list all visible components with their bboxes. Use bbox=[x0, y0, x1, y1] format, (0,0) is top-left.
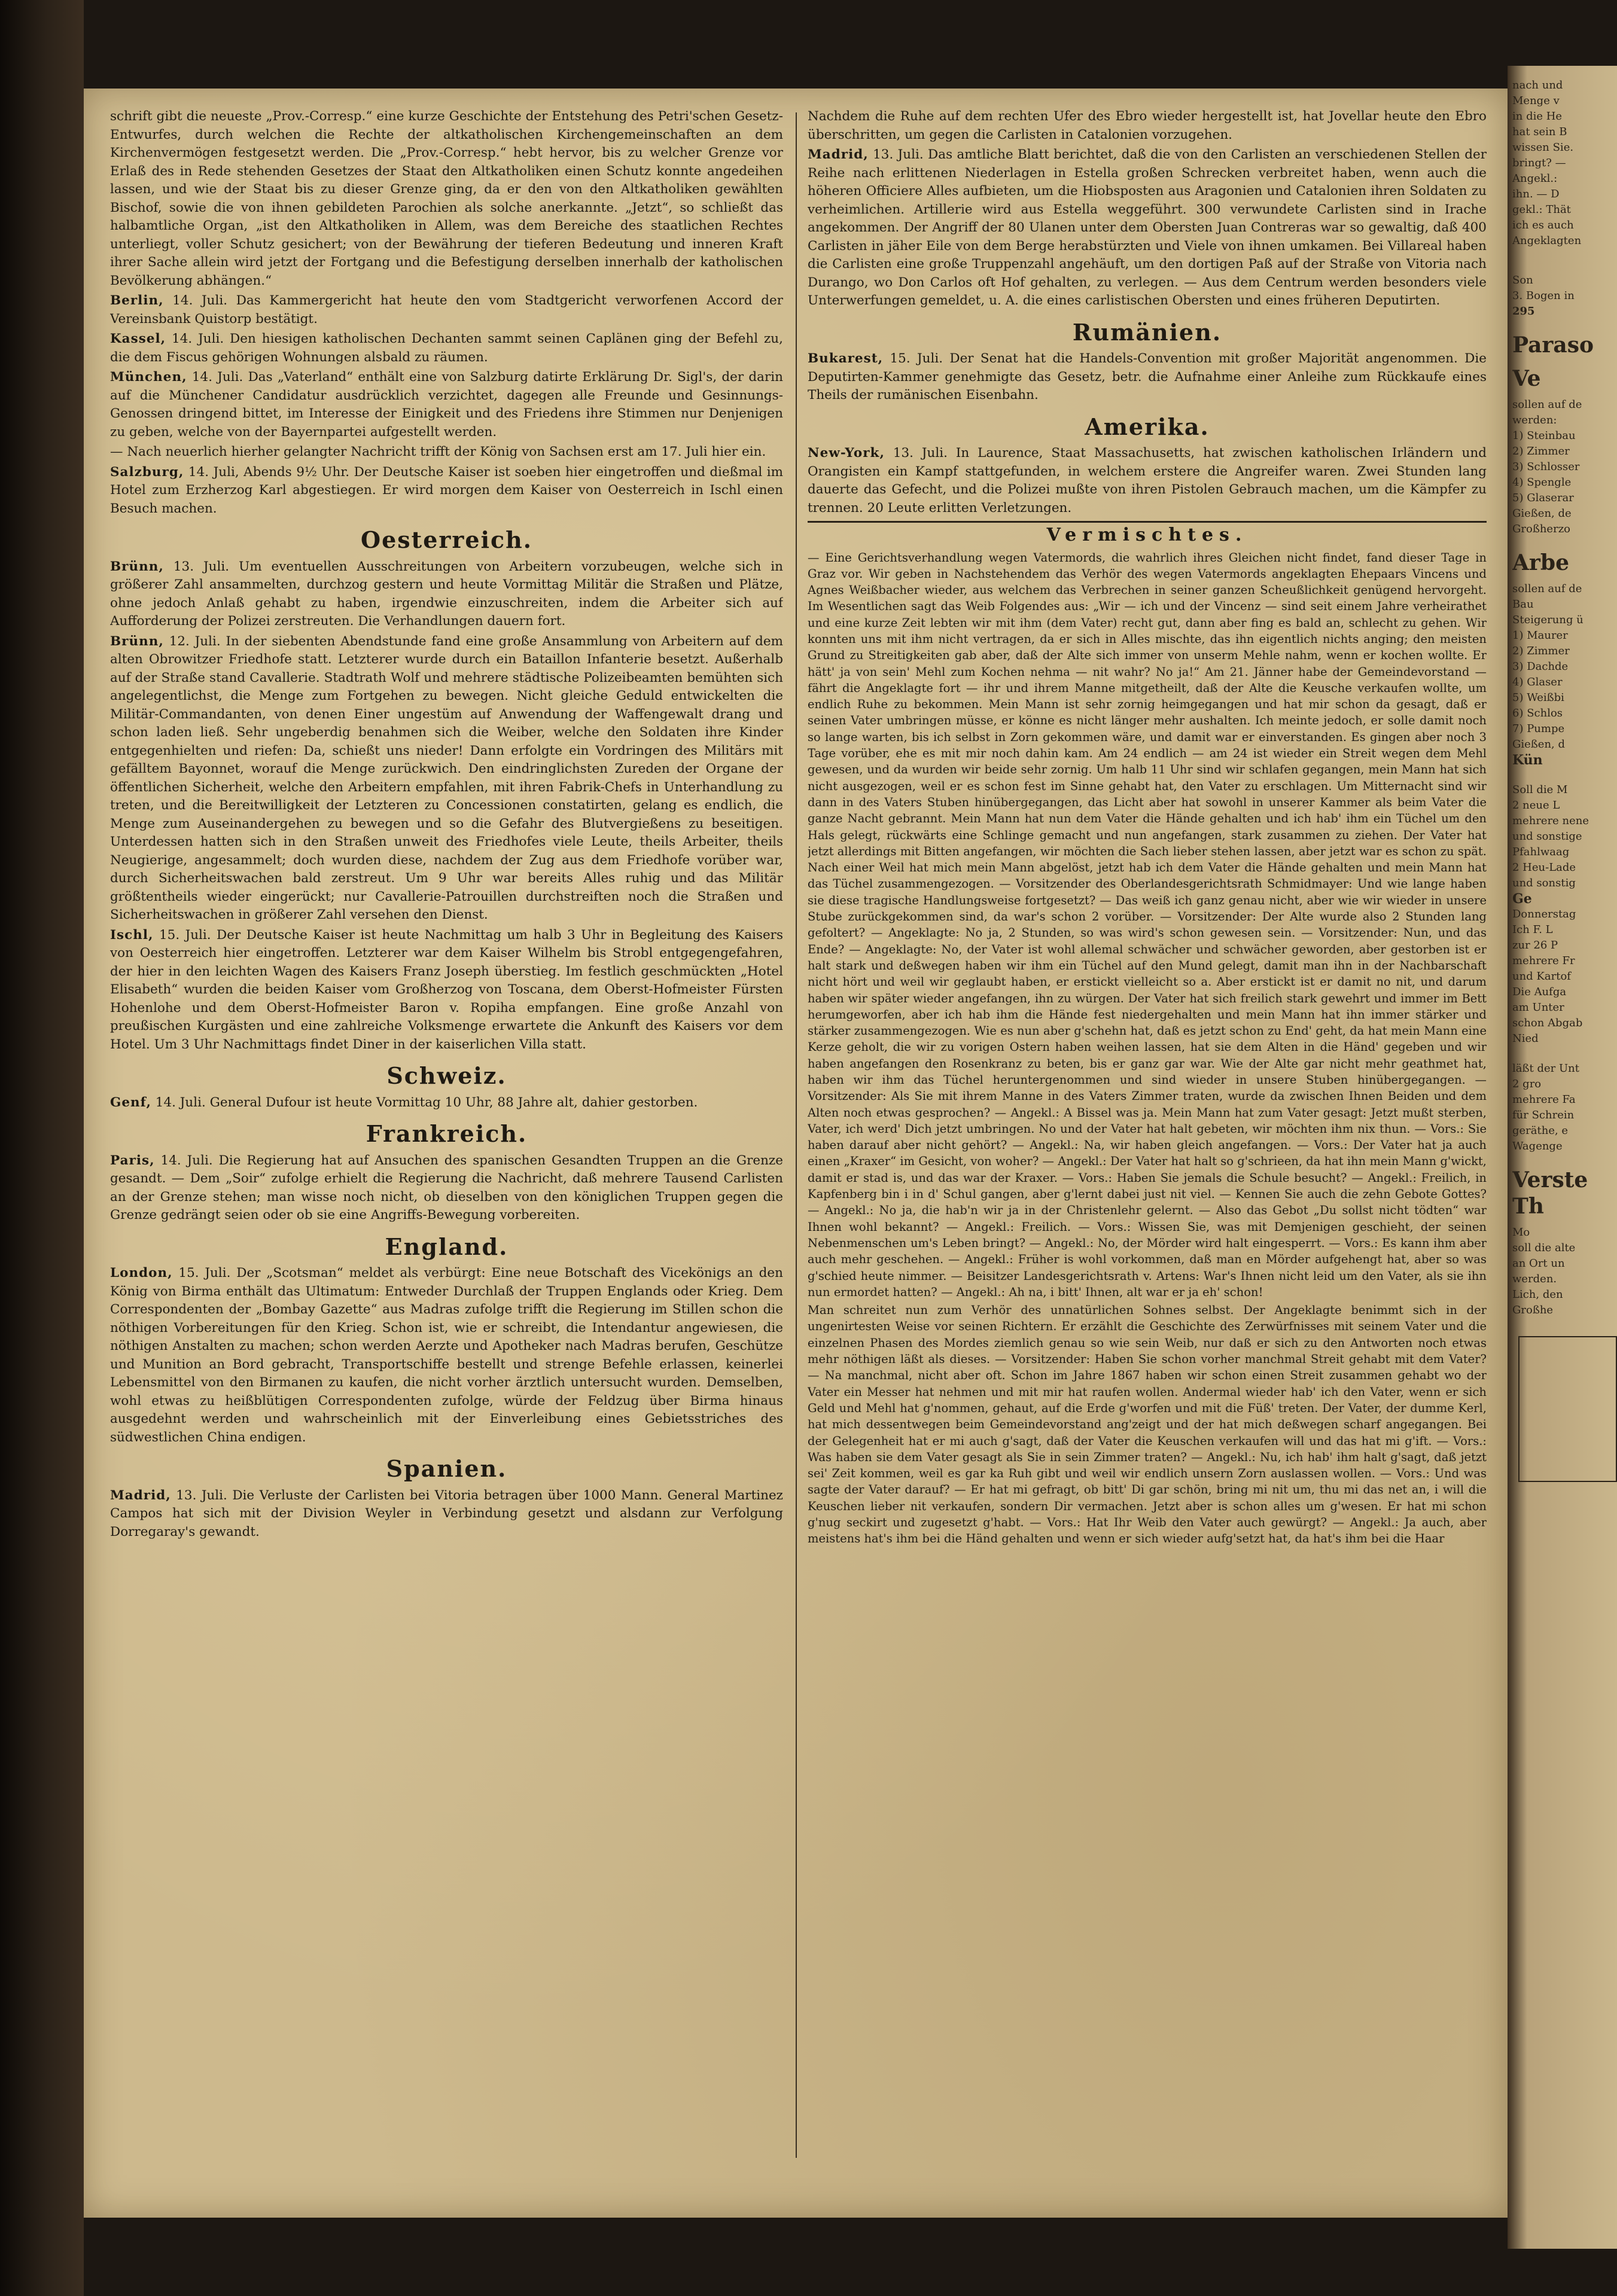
fragment-line: für Schrein bbox=[1512, 1109, 1575, 1121]
fragment-line: 1) Steinbau bbox=[1512, 429, 1576, 442]
fragment-line: und sonstig bbox=[1512, 877, 1576, 889]
fragment-line: 6) Schlos bbox=[1512, 707, 1563, 719]
report-text: 15. Juli. Der Senat hat die Handels-Convention mit großer Majorität angenommen. Die Deputirten-Kammer genehmigte das Gesetz, betr. die Aufnahme einer Anleihe zum Rückkaufe eines Theils der rumänischen Eisenbahn. bbox=[808, 351, 1487, 403]
fragment-line: soll die alte bbox=[1512, 1242, 1576, 1254]
fragment-line: an Ort un bbox=[1512, 1257, 1565, 1270]
fragment-line: Ge bbox=[1512, 891, 1532, 907]
fragment-line: am Unter bbox=[1512, 1001, 1564, 1014]
report-text: 14. Juli, Abends 9½ Uhr. Der Deutsche Kaiser ist soeben hier eingetroffen und dießmal im Hotel zum Erzherzog Karl abgestiegen. Er wird morgen dem Kaiser von Oesterreich in Ischl einen Besuch machen. bbox=[110, 464, 783, 516]
dateline: London, bbox=[110, 1266, 173, 1280]
fragment-line: 295 bbox=[1512, 305, 1535, 318]
fragment-line: mehrere nene bbox=[1512, 815, 1589, 827]
fragment-line: 1) Maurer bbox=[1512, 629, 1568, 642]
dateline: Madrid, bbox=[110, 1487, 171, 1503]
dateline: Madrid, bbox=[808, 147, 869, 162]
column-divider bbox=[796, 112, 797, 2158]
report-text: 13. Juli. In Laurence, Staat Massachusetts, hat zwischen katholischen Irländern und Orangisten ein Kampf stattgefunden, in welchem erstere die Angreifer waren. Zwei Stunden lang dauerte das Gefecht, und die Polizei mußte von ihren Pistolen Gebrauch machen, um die Kämpfer zu trennen. 20 Leute erlitten Verletzungen. bbox=[808, 446, 1487, 516]
dateline: Brünn, bbox=[110, 633, 164, 649]
madrid-report-2 bbox=[808, 146, 1487, 310]
fragment-line: Gießen, de bbox=[1512, 507, 1572, 520]
report-text: 12. Juli. In der siebenten Abendstunde fand eine große Ansammlung von Arbeitern auf dem alten Obrowitzer Friedhofe statt. Letzterer wurde durch ein Bataillon Infanterie besetzt. Außerhalb auf der Straße stand Cavallerie. Stadtrath Wolf und mehrere städtische Polizeibeamten bemühten sich angelegentlichst, die Menge zum Fortgehen zu bewegen. Nicht gleiche Geduld entwickelten die Militär-Commandanten, von denen Einer ungestüm auf Anwendung der Waffengewalt drang und schon laden ließ. Sehr ungeberdig benahmen sich die Weiber, welche den Soldaten ihre Kinder entgegenhielten und riefen: Da, schießt uns nieder! Dann erfolgte ein Vordringen des Militärs mit gefälltem Bayonnet, worauf die Menge zurückwich. Den eindringlichsten Zureden der Organe der öffentlichen Sicherheit, welche den Arbeitern empfahlen, mit ihren Fabrik-Chefs in Unterhandlung zu treten, und die Bereitwilligkeit der Letzteren zu Concessionen constatirten, gelang es endlich, die Menge zum Auseinandergehen zu bewegen und so die Gefahr des Blutvergießens zu beseitigen. Unterdessen hatten sich in den Straßen unweit des Friedhofes viele Leute, theils Arbeiter, theils Neugierige, angesammelt; doch wurden diese, nachdem der Zug aus dem Friedhofe vorüber war, durch Sicherheitswachen bald zerstreut. Um 9 Uhr war bereits Alles ruhig und das Militär größtentheils wieder eingerückt; nur Cavallerie-Patrouillen durchstreiften noch die Straßen und Sicherheitswachen in größerer Zahl versehen den Dienst. bbox=[110, 633, 783, 922]
fragment-line: und sonstige bbox=[1512, 830, 1582, 843]
report-text: 14. Juli. Das „Vaterland“ enthält eine von Salzburg datirte Erklärung Dr. Sigl's, der darin auf die Münchener Candidatur ausdrücklich verzichtet, dagegen alle Freunde und Gesinnungs-Genossen dringend bittet, im Interesse der Einigkeit und des Friedens ihre Stimmen nur Denjenigen zu geben, welche von der Bayernpartei aufgestellt werden. bbox=[110, 370, 783, 440]
fragment-line: Angekl.: bbox=[1512, 172, 1558, 185]
fragment-block-4 bbox=[1512, 550, 1617, 768]
section-heading-spanien: Spanien. bbox=[386, 1455, 507, 1482]
advertisement-box bbox=[1518, 1336, 1617, 1482]
fragment-line: läßt der Unt bbox=[1512, 1062, 1579, 1075]
madrid-continuation: Nachdem die Ruhe auf dem rechten Ufer des Ebro wieder hergestellt ist, hat Jovellar heute den Ebro überschritten, um gegen die Carlisten in Catalonien vorzugehen. bbox=[808, 109, 1487, 142]
section-heading-vermischtes: Vermischtes. bbox=[1046, 525, 1248, 545]
bruenn-report-2 bbox=[110, 633, 783, 925]
fragment-line: gekl.: Thät bbox=[1512, 203, 1571, 216]
fragment-line: Großhe bbox=[1512, 1304, 1554, 1316]
fragment-line: Wagenge bbox=[1512, 1140, 1563, 1152]
fragment-line: Die Aufga bbox=[1512, 986, 1567, 998]
dateline: Paris, bbox=[110, 1152, 155, 1168]
fragment-line: ihn. — D bbox=[1512, 188, 1560, 200]
fragment-line: Nied bbox=[1512, 1032, 1539, 1045]
dateline: Kassel, bbox=[110, 331, 166, 346]
fragment-line: werden. bbox=[1512, 1273, 1557, 1285]
fragment-line: Steigerung ü bbox=[1512, 614, 1583, 626]
dateline: Brünn, bbox=[110, 559, 164, 574]
fragment-line: 2 Heu-Lade bbox=[1512, 861, 1576, 874]
prov-corresp-article: schrift gibt die neueste „Prov.-Corresp.“ eine kurze Geschichte der Entstehung des Petri'schen Gesetz-Entwurfes, durch welchen die Rechte der altkatholischen Kirchengemeinschaften an dem Kirchenvermögen festgesetzt werden. Die „Prov.-Corresp.“ hebt hervor, bis zu welcher Grenze vor Erlaß des in Rede stehenden Gesetzes der Staat den Altkatholiken einen Schutz konnte angedeihen lassen, und wie der Staat bis zu dieser Grenze ging, da er den von den Altkatholiken gewählten Bischof, sowie die von ihnen gebildeten Parochien als solche anerkannte. „Jetzt“, so schließt das halbamtliche Organ, „ist den Altkatholiken in Allem, was dem Bereiche des staatlichen Rechtes unterliegt, voller Schutz gesichert; von der Bewährung der tieferen Bedeutung und inneren Kraft ihrer Sache allein wird jetzt der Fortgang und die Befestigung derselben innerhalb der katholischen Bevölkerung abhängen.“ bbox=[110, 109, 783, 288]
fragment-line: Kün bbox=[1512, 752, 1543, 768]
fragment-line: geräthe, e bbox=[1512, 1124, 1569, 1137]
report-text: 15. Juli. Der „Scotsman“ meldet als verbürgt: Eine neue Botschaft des Vicekönigs an den König von Birma enthält das Ultimatum: Entweder Durchlaß der Truppen Englands oder Krieg. Dem Correspondenten der „Bombay Gazette“ aus Madras zufolge trifft die Regierung im Stillen schon die nöthigen Vorbereitungen für den Krieg. Schon ist, wie er schreibt, die Intendantur angewiesen, die nöthigen Anstalten zu machen; schon werden Aerzte und Apotheker nach Madras berufen, Geschütze und Munition an Bord gebracht, Transportschiffe bestellt und strenge Befehle erlassen, keinerlei Lebensmittel von den Birmanen zu kaufen, die nicht vorher ärztlich untersucht wurden. Demselben, wohl etwas zu heißblütigen Correspondenten zufolge, würde der Feldzug über Birma hinaus ausgedehnt werden und wahrscheinlich mit der Einverleibung eines Gebietsstriches des südwestlichen China endigen. bbox=[110, 1266, 783, 1445]
right-column bbox=[808, 108, 1487, 2189]
fragment-line: Son bbox=[1512, 274, 1533, 286]
report-text: 13. Juli. Um eventuellen Ausschreitungen von Arbeitern vorzubeugen, welche sich in größerer Zahl ansammelten, durchzog gestern und heute Vormittag Militär die Straßen und Plätze, ohne jedoch Anlaß gehabt zu haben, irgendwie einzuschreiten, indem die Arbeiter sich auf Aufforderung der Polizei zerstreuten. Die Verhandlungen dauern fort. bbox=[110, 559, 783, 629]
fragment-line: werden: bbox=[1512, 414, 1557, 426]
fragment-line: zur 26 P bbox=[1512, 939, 1558, 952]
section-heading-england: England. bbox=[385, 1233, 508, 1260]
fragment-line: sollen auf de bbox=[1512, 583, 1582, 595]
fragment-line: Angeklagten bbox=[1512, 234, 1582, 247]
section-rule bbox=[808, 521, 1487, 523]
fragment-heading: Verste bbox=[1512, 1167, 1588, 1193]
dateline: Bukarest, bbox=[808, 351, 884, 366]
section-heading-amerika: Amerika. bbox=[1085, 413, 1210, 440]
fragment-heading: Paraso bbox=[1512, 333, 1594, 358]
report-text: 15. Juli. Der Deutsche Kaiser ist heute Nachmittag um halb 3 Uhr in Begleitung des Kaisers von Oesterreich hier eingetroffen. Letzterer war dem Kaiser Wilhelm bis Strobl entgegengefahren, der hier in den leichten Wagen des Kaisers Franz Joseph überstieg. Im festlich geschmückten „Hotel Elisabeth“ wurden die beiden Kaiser vom Großherzog von Toscana, dem Oberst-Hofmeister Fürsten Hohenlohe und dem Oberst-Hofmeister Baron v. Ropiha empfangen. Eine große Anzahl von preußischen Kurgästen und eine zahlreiche Volksmenge erwartete die Ankunft des Kaisers vor dem Hotel. Um 3 Uhr Nachmittags findet Diner in der kaiserlichen Villa statt. bbox=[110, 927, 783, 1052]
berlin-report bbox=[110, 292, 783, 328]
bukarest-report bbox=[808, 350, 1487, 405]
fragment-line: 7) Pumpe bbox=[1512, 722, 1565, 735]
salzburg-report bbox=[110, 464, 783, 519]
dateline: Ischl, bbox=[110, 927, 154, 943]
fragment-line: 2 gro bbox=[1512, 1078, 1542, 1090]
fragment-line: mehrere Fr bbox=[1512, 955, 1575, 967]
section-heading-rumaenien: Rumänien. bbox=[1072, 318, 1222, 346]
fragment-line: nach und bbox=[1512, 79, 1563, 92]
fragment-line: 5) Glaserar bbox=[1512, 492, 1574, 504]
section-heading-schweiz: Schweiz. bbox=[386, 1062, 507, 1089]
fragment-line: Gießen, d bbox=[1512, 738, 1566, 751]
fragment-line: Ich F. L bbox=[1512, 923, 1553, 936]
dateline: Genf, bbox=[110, 1094, 151, 1110]
newspaper-page bbox=[84, 89, 1508, 2218]
bruenn-report-1 bbox=[110, 558, 783, 631]
fragment-block-2 bbox=[1512, 273, 1617, 358]
madrid-report-1 bbox=[110, 1487, 783, 1542]
fragment-line: 3. Bogen in bbox=[1512, 289, 1575, 302]
fragment-line: 3) Dachde bbox=[1512, 660, 1569, 673]
kassel-report bbox=[110, 330, 783, 367]
fragment-line: schon Abgab bbox=[1512, 1017, 1583, 1029]
left-column bbox=[110, 108, 783, 2189]
fragment-line: Soll die M bbox=[1512, 783, 1568, 796]
fragment-block-1 bbox=[1512, 78, 1617, 249]
fragment-line: Menge v bbox=[1512, 94, 1560, 107]
london-report bbox=[110, 1264, 783, 1447]
fragment-heading: Arbe bbox=[1512, 550, 1569, 575]
fragment-line: bringt? — bbox=[1512, 157, 1566, 169]
ischl-report bbox=[110, 926, 783, 1054]
fragment-block-5 bbox=[1512, 782, 1617, 1047]
report-text: 13. Juli. Die Verluste der Carlisten bei Vitoria betragen über 1000 Mann. General Martinez Campos hat sich mit der Division Weyler in Verbindung gesetzt und alsdann zur Verfolgung Dorregaray's gewandt. bbox=[110, 1487, 783, 1539]
dateline: New-York, bbox=[808, 446, 885, 461]
fragment-line: Lich, den bbox=[1512, 1288, 1563, 1301]
fragment-line: Pfahlwaag bbox=[1512, 846, 1570, 858]
fragment-line: hat sein B bbox=[1512, 126, 1567, 138]
next-page-fragment bbox=[1512, 78, 1617, 2171]
fragment-line: 2 neue L bbox=[1512, 799, 1560, 812]
report-text: 14. Juli. Das Kammergericht hat heute den vom Stadtgericht verworfenen Accord der Vereinsbank Quistorp bestätigt. bbox=[110, 293, 783, 327]
dateline: München, bbox=[110, 370, 187, 385]
fragment-line: 4) Glaser bbox=[1512, 676, 1563, 688]
fragment-line: und Kartof bbox=[1512, 970, 1571, 983]
fragment-line: 2) Zimmer bbox=[1512, 445, 1570, 458]
fragment-line: Donnerstag bbox=[1512, 908, 1576, 920]
fragment-block-3 bbox=[1512, 366, 1617, 537]
paris-report bbox=[110, 1152, 783, 1225]
report-text: 14. Juli. Die Regierung hat auf Ansuchen des spanischen Gesandten Truppen an die Grenze gesandt. — Dem „Soir“ zufolge erhielt die Regierung die Nachricht, daß mehrere Tausend Carlisten an der Grenze stehen; man wisse noch nicht, ob dieselben von den königlichen Truppen gegen die Grenze gedrängt seien oder ob sie eine Angriffs-Bewegung vorbereiten. bbox=[110, 1152, 783, 1222]
fragment-line: Bau bbox=[1512, 598, 1534, 611]
fragment-line: sollen auf de bbox=[1512, 398, 1582, 411]
muenchen-report bbox=[110, 368, 783, 441]
fragment-line: Großherzo bbox=[1512, 523, 1571, 535]
vermischtes-article-part-2: Man schreitet nun zum Verhör des unnatürlichen Sohnes selbst. Der Angeklagte benimmt sich in der ungenirtesten Weise vor seinen Richtern. Er erzählt die Geschichte des Zerwürfnisses mit seinem Vater und die einzelnen Phasen des Mordes ziemlich genau so wie sein Weib, nur daß er sich zu den Antworten noch etwas mehr nöthigen läßt als dieses. — Vorsitzender: Haben Sie schon vorher manchmal Streit gehabt mit dem Vater? — Na manchmal, nicht aber oft. Schon im Jahre 1867 haben wir schon einen Streit zusammen gehabt wo der Vater ein Messer hat nehmen und mit mir hat raufen wollen. Andermal wieder hab' ich den Vater, wenn er sich Geld und Mehl hat g'nommen, gehaut, auf die Erde g'worfen und mit die Füß' treten. Der Vater, der dumme Kerl, hat mich dessentwegen beim Gemeindevorstand ang'zeigt und der hat mich deßwegen scharf angegangen. Bei der Gelegenheit hat er mi auch g'sagt, daß der Vater die Keuschen verkaufen will und das hat mi g'ift. — Vors.: Was haben sie dem Vater gesagt als Sie in sein Zimmer traten? — Angekl.: Nu, ich hab' ihm halt g'sagt, daß jetzt sei' Zeit kommen, weil es gar ka Ruh gibt und weil wir endlich unsern Zorn auslassen wollen. — Vors.: Und was sagte der Vater darauf? — Er hat mi gefragt, ob bitt' Di gar schön, bring mi nit um, thu mi das net an, i will die Keuschen lieber nit verkaufen, sondern Dir vermachen. Jetzt aber is schon alles um g'wesen. Er hat mi schon g'nug seckirt und zugesetzt g'habt. — Vors.: Hat Ihr Weib den Vater auch gewürgt? — Angekl.: Ja auch, aber meistens hat's ihm bei die Händ gehalten und wenn er sich wieder aufg'setzt hat, da hat's ihm bei die Haar bbox=[808, 1303, 1487, 1546]
report-text: 14. Juli. General Dufour ist heute Vormittag 10 Uhr, 88 Jahre alt, dahier gestorben. bbox=[155, 1094, 698, 1110]
newyork-report bbox=[808, 444, 1487, 517]
fragment-line: 3) Schlosser bbox=[1512, 461, 1580, 473]
vermischtes-article-part-1: — Eine Gerichtsverhandlung wegen Vatermords, die wahrlich ihres Gleichen nicht findet, fand dieser Tage in Graz vor. Wir geben in Nachstehendem das Verhör des wegen Vatermords angeklagten Ehepaars Vincens und Agnes Weißbacher wieder, aus welchem das Verbrechen in seiner ganzen Scheußlichkeit genügend hervorgeht. Im Wesentlichen sagt das Weib Folgendes aus: „Wir — ich und der Vincenz — sind seit einem Jahre verheirathet und eine kurze Zeit lebten wir mit ihm (dem Vater) recht gut, dann aber fing es bald an, schlecht zu gehen. Wir konnten uns mit ihm nicht vertragen, da er sich in Alles mischte, das ihn eigentlich nichts anging; den meisten Grund zu Streitigkeiten gab aber, daß der Alte sich immer von unserm Mehle nahm, wenn er kochen wollte. Er hätt' ja von sein' Mehl zum Kochen nehma — nit wahr? No ja!“ Am 21. Jänner habe der Gemeindevorstand — fährt die Angeklagte fort — ihr und ihrem Manne mitgetheilt, daß der Alte die Keusche verkaufen wollte, um endlich Ruhe zu bekommen. Mein Mann ist sehr zornig heimgegangen und hat mir schon da gesagt, daß er seinen Vater umbringen müsse, er könne es nicht länger mehr aushalten. Ich meinte jedoch, er solle damit noch so lange warten, bis ich selbst in Zorn gekommen wäre, und damit war er einverstanden. Es gingen aber noch 3 Tage vorüber, ehe es mit mir noch dahin kam. Am 24 endlich — am 24 ist wieder ein Streit wegen dem Mehl gewesen, und da wurden wir beide sehr zornig. Um halb 11 Uhr sind wir schlafen gegangen, mein Mann hat sich nicht ausgezogen, weil er es schon fest im Sinne gehabt hat, den Vater zu erschlagen. Um Mitternacht sind wir dann in des Vaters Stuben hinübergegangen, das Licht aber hat sowohl in unserer Kammer als beim Vater die ganze Nacht gebrannt. Mein Mann hat nun dem Vater die Hände gehalten und ich hab' ihm ein Tüchel um den Hals gelegt, rückwärts eine Schlinge gemacht und nun angefangen, stark zusammen zu ziehen. Der Vater hat jetzt allerdings mit Bitten angefangen, wir möchten die Sach lieber stehen lassen, aber jetzt war es schon zu spät. Nach einer Weil hat mich mein Mann abgelöst, jetzt hab ich dem Vater die Hände gehalten und mein Mann hat das Tüchel zusammengezogen. — Vorsitzender des Oberlandesgerichtsrath Schmidmayer: Und wie lange haben sie diese tragische Handlungsweise fortgesetzt? — Das weiß ich ganz genau nicht, aber wie wir wieder in unsere Stube zurückgekommen sind, da war's schon 2 vorüber. — Vorsitzender: Der Alte wurde also 2 Stunden lang gefoltert? — Angeklagte: No ja, 2 Stunden, so was wird's schon gewesen sein. — Vorsitzender: Nun, und das Ende? — Angeklagte: No, der Vater ist wohl allemal schwächer und schwächer geworden, aber gestorben ist er halt stark und deßwegen haben wir ihm ein Tüchel auf den Mund gelegt, damit man ihn in der Nachbarschaft nicht hört und weil wir geglaubt haben, er erstickt vielleicht so a. Aber erstickt ist er damit no nit, und darum haben wir später wieder angefangen, ihn zu würgen. Der Vater hat sich freilich stark gewehrt und immer im Bett herumgeworfen, aber ich hab ihm die Hände fest niedergehalten und mein Mann hat ihn immer stärker und stärker zusammengezogen. Wie es nun aber g'schehn hat, daß es jetzt schon zu End' geht, da hat mein Mann eine Kerze geholt, die wir zu vorigen Ostern haben weihen lassen, hat sie dem Alten in die Händ' gegeben und wir haben angefangen den Rosenkranz zu beten, bis er ganz gar war. Wie der Alte gar nicht mehr geathmet hat, haben wir ihm das Tüchel heruntergenommen und sind wieder in unsere Stuben hinübergegangen. — Vorsitzender: Als Sie mit ihrem Manne in des Vaters Zimmer traten, wurde da zwischen Ihnen Beiden und dem Alten noch etwas gesprochen? — Angekl.: A Bissel was ja. Mein Mann hat zum Vater gesagt: Jetzt mußt sterben, Vater, ich werd' Dich jetzt umbringen. No und der Vater hat halt gebeten, wir möchten ihm nix thun. — Vors.: Sie haben darauf aber nicht gehört? — Angekl.: Na, wir haben gleich angefangen. — Vors.: Der Vater hat ja auch einen „Kraxer“ im Gesicht, von woher? — Angekl.: Der Vater hat halt so g'schrieen, da hat ihn mein Mann g'wickt, damit er stad is, und das war der Kraxer. — Vors.: Haben Sie jemals die Schule besucht? — Angekl.: Freilich, in Kapfenberg bin i in d' Schul gangen, aber g'lernt dabei just nit viel. — Kennen Sie auch die zehn Gebote Gottes? — Angekl.: No ja, die hab'n wir ja in der Christenlehr gelernt. — Also das Gebot „Du sollst nicht tödten“ war Ihnen wohl bekannt? — Angekl.: Freilich. — Vors.: Wissen Sie, was mit Demjenigen geschieht, der seinen Nebenmenschen um's Leben bringt? — Angekl.: No, der Mörder wird halt eingesperrt. — Vors.: Es kann ihm aber auch mehr geschehen. — Angekl.: Früher is wohl vorkommen, daß man en Mörder aufgehengt hat, aber so was g'schied heute nimmer. — Beisitzer Landesgerichtsrath v. Artens: War's Ihnen nicht leid um den Vater, als sie ihn nun ermordet hatten? — Angekl.: Ah na, i bitt' Ihnen, alt war er ja eh' schon! bbox=[808, 550, 1487, 1299]
fragment-line: Mo bbox=[1512, 1226, 1530, 1239]
fragment-heading: Ve bbox=[1512, 366, 1541, 391]
muenchen-note: — Nach neuerlich hierher gelangter Nachricht trifft der König von Sachsen erst am 17. Juli hier ein. bbox=[110, 444, 766, 459]
fragment-heading: Th bbox=[1512, 1194, 1544, 1219]
fragment-line: ich es auch bbox=[1512, 219, 1574, 231]
fragment-line: 4) Spengle bbox=[1512, 476, 1572, 489]
report-text: 13. Juli. Das amtliche Blatt berichtet, daß die von den Carlisten an verschiedenen Stellen der Reihe nach erlittenen Niederlagen in Estella großen Schrecken verbreitet haben, wenn auch die höheren Officiere Alles aufbieten, um die Hiobsposten aus Aragonien und Catalonien ihren Soldaten zu verheimlichen. Artillerie wird aus Estella weggeführt. 300 verwundete Carlisten sind in Irache angekommen. Der Angriff der 80 Ulanen unter dem Obersten Juan Contreras war so gewaltig, daß 400 Carlisten in jäher Eile von dem Berge herabstürzten und Viele von ihnen umkamen. Bei Villareal haben die Carlisten eine große Truppenzahl angehäuft, um den dortigen Paß auf der Straße von Vitoria nach Durango, wo Don Carlos oft Hof gehalten, zu verlegen. — Aus dem Centrum werden besonders viele Unterwerfungen gemeldet, u. A. die eines carlistischen Obersten und eines früheren Deputirten. bbox=[808, 147, 1487, 308]
fragment-line: wissen Sie. bbox=[1512, 141, 1574, 154]
dateline: Salzburg, bbox=[110, 464, 184, 480]
genf-report bbox=[110, 1094, 783, 1112]
fragment-line: 5) Weißbi bbox=[1512, 691, 1564, 704]
dateline: Berlin, bbox=[110, 293, 164, 308]
book-binding-left bbox=[0, 0, 84, 2296]
fragment-block-6 bbox=[1512, 1061, 1617, 1318]
fragment-line: in die He bbox=[1512, 110, 1563, 123]
section-heading-oesterreich: Oesterreich. bbox=[360, 526, 533, 553]
fragment-line: 2) Zimmer bbox=[1512, 645, 1570, 657]
section-heading-frankreich: Frankreich. bbox=[366, 1120, 528, 1147]
report-text: 14. Juli. Den hiesigen katholischen Dechanten sammt seinen Caplänen ging der Befehl zu, die dem Fiscus gehörigen Wohnungen alsbald zu räumen. bbox=[110, 331, 783, 365]
fragment-line: mehrere Fa bbox=[1512, 1093, 1576, 1106]
